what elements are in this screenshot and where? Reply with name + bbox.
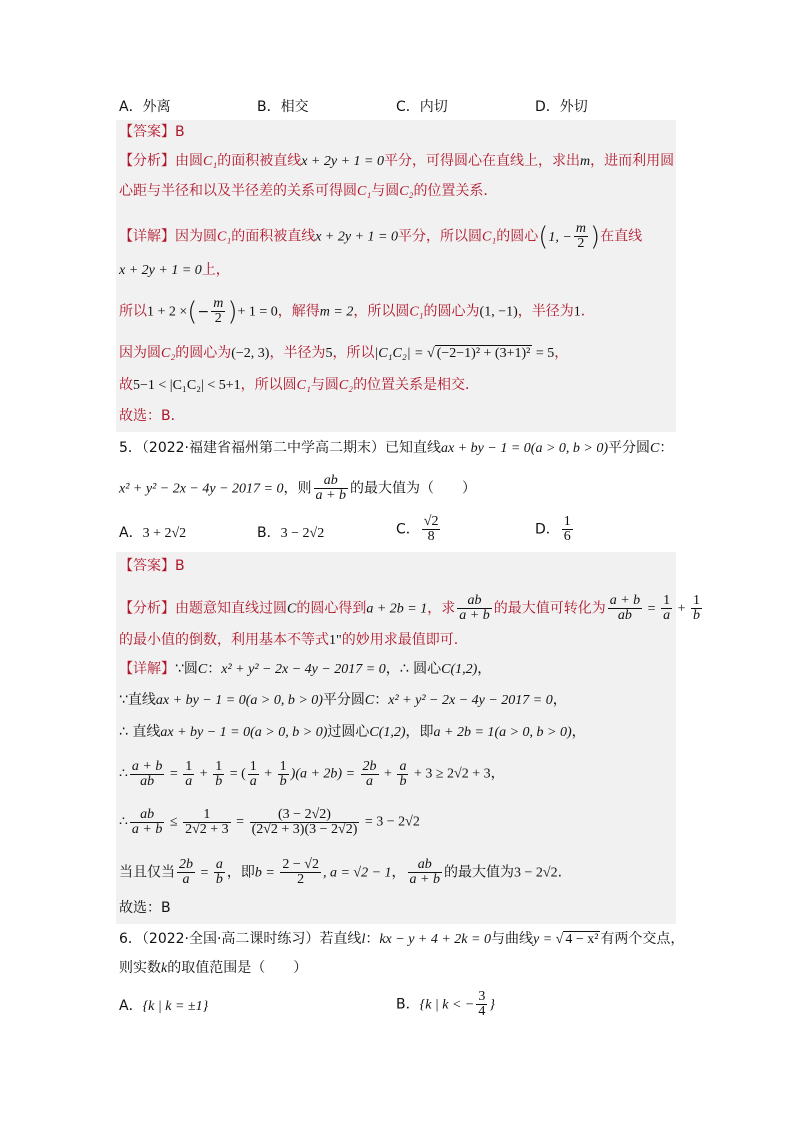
q4-option-a: A．外离 [119, 99, 171, 115]
detail-body [175, 661, 491, 677]
text: 的最小值的倒数，利用基本不等式 [119, 632, 329, 648]
numerator: 3 [478, 989, 486, 1004]
value: {k | k < − [419, 997, 475, 1013]
text: 当且仅当 [119, 864, 175, 881]
q5-stem-line1 [119, 438, 673, 459]
denominator: b [279, 774, 287, 789]
equation: a + 2b = 1 [433, 725, 495, 740]
q4-option-c: C．内切 [396, 99, 448, 115]
q4-analysis-line1 [119, 151, 674, 172]
denominator: a [249, 774, 257, 789]
value: 3 − 2√2 [280, 526, 325, 541]
condition: (a > 0, b > 0) [494, 725, 572, 740]
q5-analysis-line2 [119, 630, 458, 651]
text: 在直线 [600, 228, 643, 245]
q5-detail-line3 [119, 722, 586, 743]
circle-c1: C₁ [409, 304, 424, 320]
numerator: ab [130, 808, 164, 823]
text: ，即 [226, 864, 255, 881]
q5-detail-line4 [119, 760, 505, 789]
denominator: b [399, 774, 407, 789]
condition: (a > 0, b > 0) [530, 441, 608, 456]
q5-detail-line5 [119, 808, 420, 837]
q6-stem-line1 [119, 929, 684, 950]
fraction [248, 760, 259, 789]
line-equation: x + 2y + 1 = 0 [301, 154, 384, 169]
q6-stem-line2 [119, 958, 307, 979]
numerator: 1 [185, 759, 193, 774]
text: ， [477, 661, 492, 677]
text: 的妙用求最值即可. [341, 632, 459, 648]
text: 因为圆 [175, 228, 217, 245]
text: ，所以圆 [240, 377, 297, 393]
value: 3 + 2√2 [142, 526, 187, 541]
text: ，半径为 [517, 303, 574, 320]
numerator: (3 − 2√2) [250, 808, 360, 823]
text: ， [571, 724, 586, 740]
fraction [314, 474, 348, 503]
q4-detail-line4 [119, 343, 568, 364]
result: = 5 [532, 346, 555, 361]
text: ： [365, 931, 380, 947]
text: ， [490, 765, 505, 782]
fraction [183, 808, 231, 837]
inequality: 5−1 < |C₁C₂| < 5+1 [133, 378, 241, 393]
text: ， [391, 864, 406, 881]
curve-lhs: y = [532, 932, 556, 947]
denominator: 4 [478, 1004, 486, 1019]
text: ： [207, 661, 222, 677]
text: 的面积被直线 [217, 153, 302, 169]
denominator: a + b [459, 608, 490, 623]
fraction [457, 594, 491, 623]
text: 的位置关系是相交． [353, 377, 480, 393]
fraction [574, 222, 588, 251]
q6-option-a [119, 995, 208, 1015]
fraction [214, 858, 225, 887]
text: 则实数 [119, 960, 161, 976]
denominator: 2 [577, 236, 585, 251]
circle-c: C [364, 693, 375, 708]
equals: = [644, 601, 660, 617]
numerator: 1 [663, 593, 671, 608]
text: 的圆心得到 [296, 600, 367, 617]
text: ∴ 直线 [119, 724, 161, 740]
one-quote: 1" [329, 633, 342, 648]
circle-c: C [650, 441, 660, 456]
text: 平分圆 [608, 440, 650, 456]
sqrt-expr: √ 4 − x² [555, 932, 599, 947]
text: ，∴ 圆心 [385, 661, 442, 677]
numerator: 1 [215, 759, 223, 774]
radius: 5 [325, 346, 333, 361]
condition: (a > 0, b > 0) [250, 725, 328, 740]
line-equation: x + 2y + 1 = 0 [315, 229, 398, 245]
fraction [213, 760, 224, 789]
fraction [183, 760, 194, 789]
sqrt-expr: √ (−2−1)² + (3+1)² [427, 346, 531, 361]
expr: 1 + 2 × [147, 304, 188, 320]
q5-option-c [396, 515, 442, 544]
op: + [196, 766, 212, 782]
numerator: 2b [362, 759, 377, 774]
a-eq: , a = √2 − 1 [322, 865, 392, 881]
expr: + 1 = 0 [237, 304, 278, 320]
op: = [166, 766, 182, 782]
denominator: b [692, 608, 700, 623]
text: 的最大值可转化为 [493, 600, 606, 617]
denominator: ab [140, 774, 155, 789]
denominator: 6 [563, 529, 571, 544]
center: C(1,2) [441, 662, 478, 677]
text: ． [580, 303, 595, 320]
var-m: m [580, 154, 591, 169]
fraction [361, 760, 379, 789]
text: 与圆 [310, 377, 339, 393]
numerator: ab [457, 594, 491, 609]
radius: 1 [573, 304, 581, 320]
circle-c1: C₁ [203, 154, 218, 169]
q4-choose: 故选：B． [119, 408, 185, 424]
label: D． [535, 521, 560, 538]
op: = ( [226, 766, 246, 782]
fraction [562, 515, 573, 544]
b-eq: b = [254, 865, 279, 881]
text: ， [552, 692, 567, 708]
denominator: a [185, 774, 193, 789]
numerator: 1 [183, 808, 231, 823]
line-equation: ax + by − 1 = 0 [155, 693, 246, 708]
text: 故 [119, 377, 133, 393]
paren-expr: (− $\frac{m}{2}$ ) [187, 296, 238, 327]
value: {k | k = ±1} [142, 999, 209, 1014]
op: ≤ [166, 814, 182, 830]
numerator: a + b [609, 593, 641, 608]
text: 与曲线 [490, 931, 533, 947]
text: 的最大值为（ ） [349, 480, 476, 497]
circle-c2: C₂ [399, 184, 414, 199]
text: ，进而利用圆 [590, 153, 675, 169]
numerator: m [575, 221, 586, 236]
numerator: 2b [179, 857, 193, 872]
numerator: ab [408, 858, 442, 873]
text: ，则 [283, 480, 312, 497]
max-value: 3 − 2√2 [513, 865, 558, 881]
circle-c1: C₁ [296, 378, 311, 393]
fraction [250, 808, 360, 837]
equation: a + 2b = 1 [366, 601, 428, 617]
text: 有两个交点， [600, 931, 685, 947]
sqrt-content: 4 − x² [565, 932, 599, 947]
text: 的面积被直线 [231, 228, 316, 245]
q5-option-b [257, 522, 324, 542]
q4-analysis-line2 [119, 181, 497, 202]
numerator: m [213, 296, 224, 311]
denominator: 2 [297, 872, 305, 887]
fraction [408, 858, 442, 887]
q4-detail-line3 [119, 297, 595, 326]
text: 6．（2022·全国·高二课时练习）若直线 [119, 931, 362, 947]
detail-tag: 【详解】 [119, 661, 175, 677]
brace: } [489, 997, 495, 1013]
line-equation: ax + by − 1 = 0 [160, 725, 251, 740]
text: 由题意知直线过圆 [175, 600, 287, 617]
fraction [280, 858, 321, 887]
text: ，所以 [332, 345, 375, 361]
analysis-tag: 【分析】 [119, 153, 175, 169]
denominator: 2√2 + 3 [185, 822, 229, 837]
m-value: m = 2 [319, 304, 354, 320]
q5-choose: 故选：B [119, 900, 171, 916]
fraction [177, 858, 195, 887]
text: ： [659, 440, 674, 456]
expr: + 3 ≥ 2√2 + 3 [410, 766, 491, 782]
line-equation: ax + by − 1 = 0 [441, 441, 531, 456]
text: ，半径为 [269, 345, 326, 361]
therefore: ∴ [119, 766, 128, 782]
q5-stem-line2 [119, 474, 476, 503]
numerator: 1 [563, 514, 571, 529]
sqrt-content: (−2−1)² + (3+1)² [436, 346, 531, 361]
text: 的位置关系． [413, 183, 498, 199]
q5-detail-line2 [119, 690, 567, 711]
label: B． [257, 525, 281, 541]
q5-option-d [535, 515, 575, 544]
denominator: a [366, 774, 374, 789]
q6-option-b [396, 990, 495, 1019]
text: 平分，可得圆心在直线上，求出 [384, 153, 580, 169]
text: ∵直线 [119, 692, 156, 708]
denominator: a + b [315, 488, 346, 503]
denominator: (2√2 + 3)(3 − 2√2) [251, 822, 358, 837]
center-expression: (1, − $\frac{m}{2}$ ) [538, 221, 601, 252]
numerator: √2 [423, 514, 439, 529]
text: 5．（2022·福建省福州第二中学高二期末）已知直线 [119, 440, 441, 456]
q5-analysis-line1 [119, 594, 704, 623]
text: 的圆心 [496, 228, 539, 245]
q4-option-b: B．相交 [257, 99, 309, 115]
denominator: 8 [427, 529, 435, 544]
therefore: ∴ [119, 814, 128, 830]
fraction [476, 990, 487, 1019]
analysis-tag: 【分析】 [119, 600, 175, 617]
text: 与圆 [371, 183, 400, 199]
denominator: a + b [409, 872, 440, 887]
q4-detail-line2 [119, 260, 230, 281]
text: 过圆心 [327, 724, 370, 740]
circle-c2: C₂ [161, 346, 176, 361]
q4-answer: 【答案】B [119, 124, 185, 140]
text: 因为圆 [119, 345, 161, 361]
var-k: k [161, 961, 168, 976]
text: 的取值范围是（ ） [167, 960, 308, 976]
q4-option-d: D．外切 [535, 99, 588, 115]
text: ，求 [427, 600, 456, 617]
text: ，即 [405, 724, 434, 740]
text: 平分，所以圆 [398, 228, 482, 245]
distance: |C₁C₂| = [374, 346, 428, 361]
label: B． [396, 996, 420, 1013]
center: (1, −1) [479, 304, 518, 320]
line-l: l [361, 932, 366, 947]
expr: )(a + 2b) = [290, 766, 359, 782]
text: ，解得 [277, 303, 320, 320]
condition: (a > 0, b > 0) [245, 693, 323, 708]
numerator: 1 [279, 759, 287, 774]
text: ∵圆 [175, 661, 198, 677]
fraction [130, 760, 164, 789]
denominator: b [215, 774, 223, 789]
result: = 3 − 2√2 [361, 814, 420, 830]
text: 心距与半径和以及半径差的关系可得圆 [119, 183, 357, 199]
numerator: a [399, 759, 407, 774]
text: . [557, 864, 563, 881]
circle-equation: x² + y² − 2x − 4y − 2017 = 0 [119, 481, 284, 497]
denominator: b [215, 872, 223, 887]
fraction [661, 594, 672, 623]
fraction [691, 594, 702, 623]
denominator: ab [617, 608, 632, 623]
fraction [397, 760, 408, 789]
text: 的圆心为 [423, 303, 480, 320]
fraction [278, 760, 289, 789]
text: 的圆心为 [175, 345, 232, 361]
text: ： [374, 692, 389, 708]
circle-c1: C₁ [482, 229, 497, 245]
center: C(1,2) [369, 725, 406, 740]
denominator: a + b [131, 822, 163, 837]
text: ， [554, 345, 569, 361]
text: 上， [201, 262, 230, 278]
line-equation: kx − y + 4 + 2k = 0 [379, 932, 491, 947]
denominator: 2 [214, 311, 222, 326]
op: + [260, 766, 276, 782]
numerator: 2 − √2 [282, 857, 319, 872]
op: = [197, 865, 212, 881]
numerator: ab [314, 474, 348, 489]
numerator: a + b [131, 759, 163, 774]
q5-answer: 【答案】B [119, 558, 185, 574]
fraction [130, 808, 164, 837]
detail-tag: 【详解】 [119, 228, 175, 245]
denominator: a [182, 872, 190, 887]
circle-c1: C₁ [357, 184, 372, 199]
text: 所以 [119, 303, 147, 320]
text: 平分圆 [322, 692, 365, 708]
text: 由圆 [175, 153, 203, 169]
denominator: a [663, 608, 671, 623]
q4-detail-line5 [119, 375, 479, 396]
q5-detail-line6 [119, 858, 562, 887]
circle-c: C [287, 601, 297, 617]
q5-detail-line1 [119, 659, 491, 680]
circle-c1: C₁ [217, 229, 232, 245]
label: A． [119, 525, 143, 541]
fraction [211, 297, 225, 326]
label: C． [396, 521, 420, 538]
op: + [380, 766, 396, 782]
circle-equation: x² + y² − 2x − 4y − 2017 = 0 [388, 693, 553, 708]
center: (−2, 3) [231, 346, 270, 361]
text: ，所以圆 [353, 303, 410, 320]
numerator: 1 [249, 759, 257, 774]
circle-equation: x² + y² − 2x − 4y − 2017 = 0 [221, 662, 386, 677]
q4-detail-line1 [119, 222, 642, 251]
circle-c: C [197, 662, 208, 677]
q5-option-a [119, 522, 186, 542]
numerator: 1 [692, 593, 700, 608]
fraction [608, 594, 642, 623]
plus: + [674, 601, 689, 617]
label: A． [119, 998, 143, 1014]
line-equation: x + 2y + 1 = 0 [119, 263, 202, 278]
circle-c2: C₂ [338, 378, 354, 393]
fraction [422, 515, 441, 544]
numerator: a [215, 857, 223, 872]
center-part: 1, − [548, 229, 572, 245]
text: 的最大值为 [443, 864, 514, 881]
op: = [232, 814, 248, 830]
